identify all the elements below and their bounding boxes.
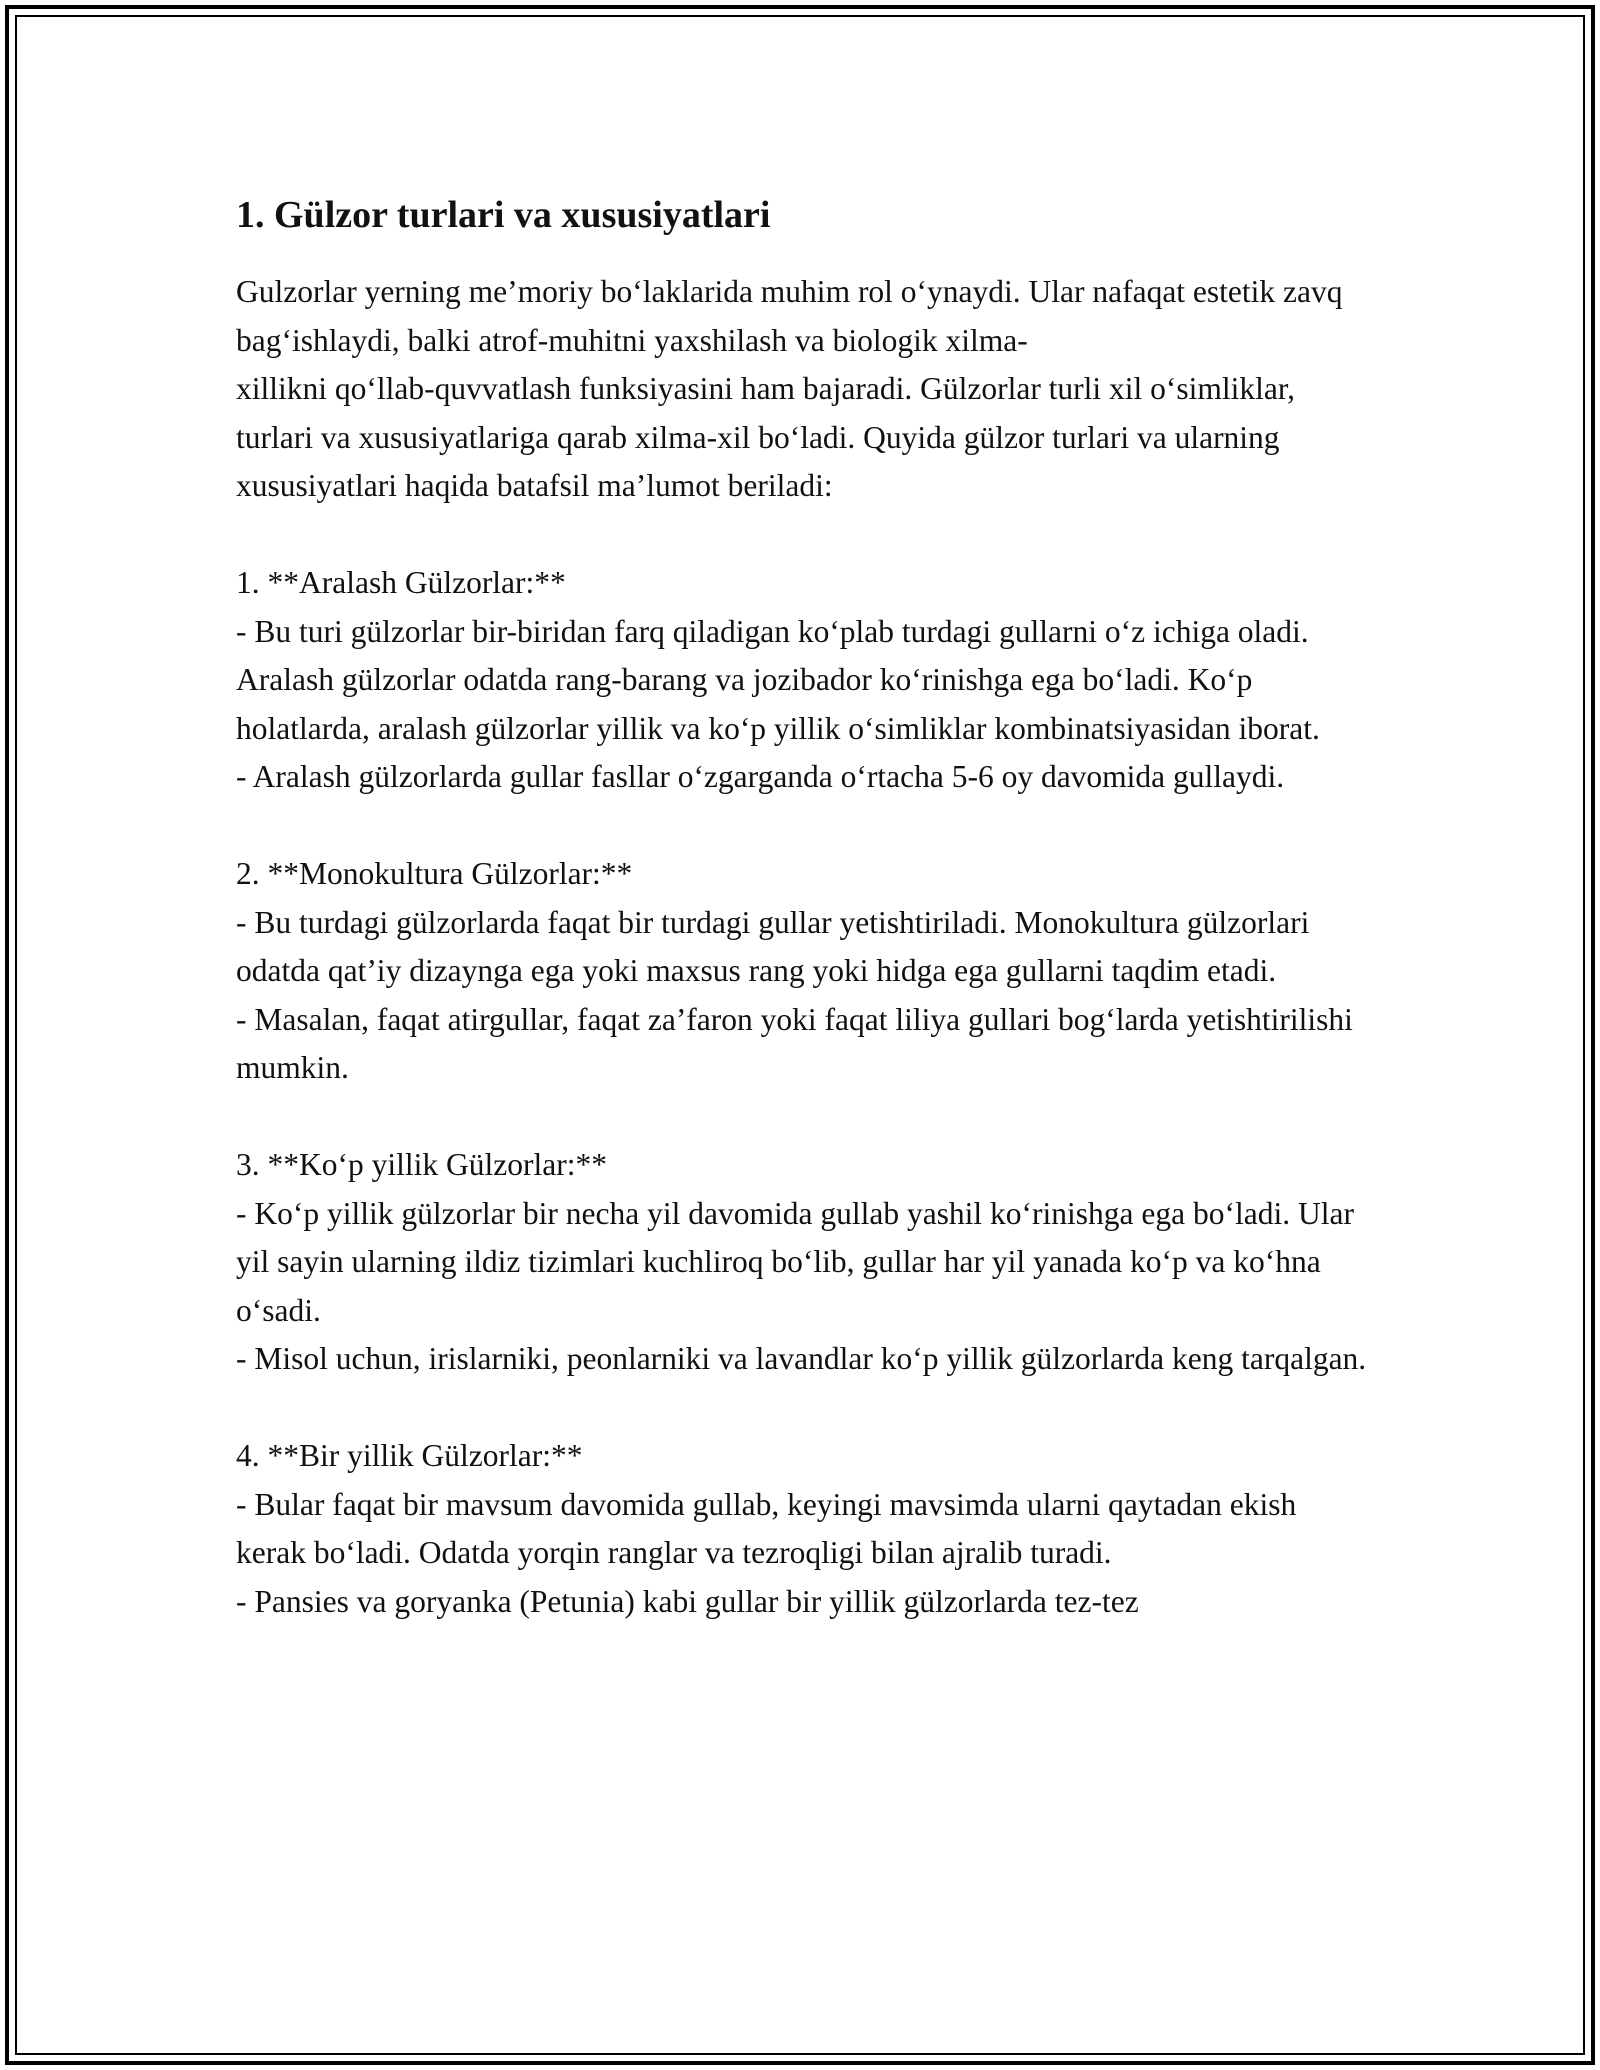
spacer-line [236, 511, 1371, 560]
section-heading: 1. Gülzor turlari va xususiyatlari [236, 194, 771, 236]
spacer-line [236, 1384, 1371, 1433]
list-item-monoculture-flowerbeds: 2. **Monokultura Gülzorlar:** - Bu turdagi gülzorlarda faqat bir turdagi gullar yetishtiriladi. Monokultura gülzorlari odatda qat’iy dizaynga ega yoki maxsus rang yoki hidga ega gullarni taqdim etadi. - Masalan, faqat atirgullar, faqat za’faron yoki faqat liliya gullari bog‘larda yetishtirilishi mumkin. [236, 856, 1353, 1085]
document-body [236, 186, 1371, 1626]
intro-paragraph: Gulzorlar yerning me’moriy bo‘laklarida muhim rol o‘ynaydi. Ular nafaqat estetik zavq bag‘ishlaydi, balki atrof-muhitni yaxshilash va biologik xilma- xillikni qo‘llab-quvvatlash funksiyasini ham bajaradi. Gülzorlar turli xil o‘simliklar, turlari va xususiyatlariga qarab xilma-xil bo‘ladi. Quyida gülzor turlari va ularning xususiyatlari haqida batafsil ma’lumot beriladi: [236, 274, 1343, 503]
spacer-line [236, 802, 1371, 851]
list-item-perennial-flowerbeds: 3. **Ko‘p yillik Gülzorlar:** - Ko‘p yillik gülzorlar bir necha yil davomida gullab yashil ko‘rinishga ega bo‘ladi. Ular yil sayin ularning ildiz tizimlari kuchliroq bo‘lib, gullar har yil yanada ko‘p va ko‘hna o‘sadi. - Misol uchun, irislarniki, peonlarniki va lavandlar ko‘p yillik gülzorlarda keng tarqalgan. [236, 1147, 1367, 1376]
list-item-mixed-flowerbeds: 1. **Aralash Gülzorlar:** - Bu turi gülzorlar bir-biridan farq qiladigan ko‘plab turdagi gullarni o‘z ichiga oladi. Aralash gülzorlar odatda rang-barang va jozibador ko‘rinishga ega bo‘ladi. Ko‘p holatlarda, aralash gülzorlar yillik va ko‘p yillik o‘simliklar kombinatsiyasidan iborat. - Aralash gülzorlarda gullar fasllar o‘zgarganda o‘rtacha 5-6 oy davomida gullaydi. [236, 565, 1320, 794]
list-item-annual-flowerbeds: 4. **Bir yillik Gülzorlar:** - Bular faqat bir mavsum davomida gullab, keyingi mavsimda ularni qaytadan ekish kerak bo‘ladi. Odatda yorqin ranglar va tezroqligi bilan ajralib turadi. - Pansies va goryanka (Petunia) kabi gullar bir yillik gülzorlarda tez-tez [236, 1438, 1297, 1619]
spacer-line [236, 1093, 1371, 1142]
